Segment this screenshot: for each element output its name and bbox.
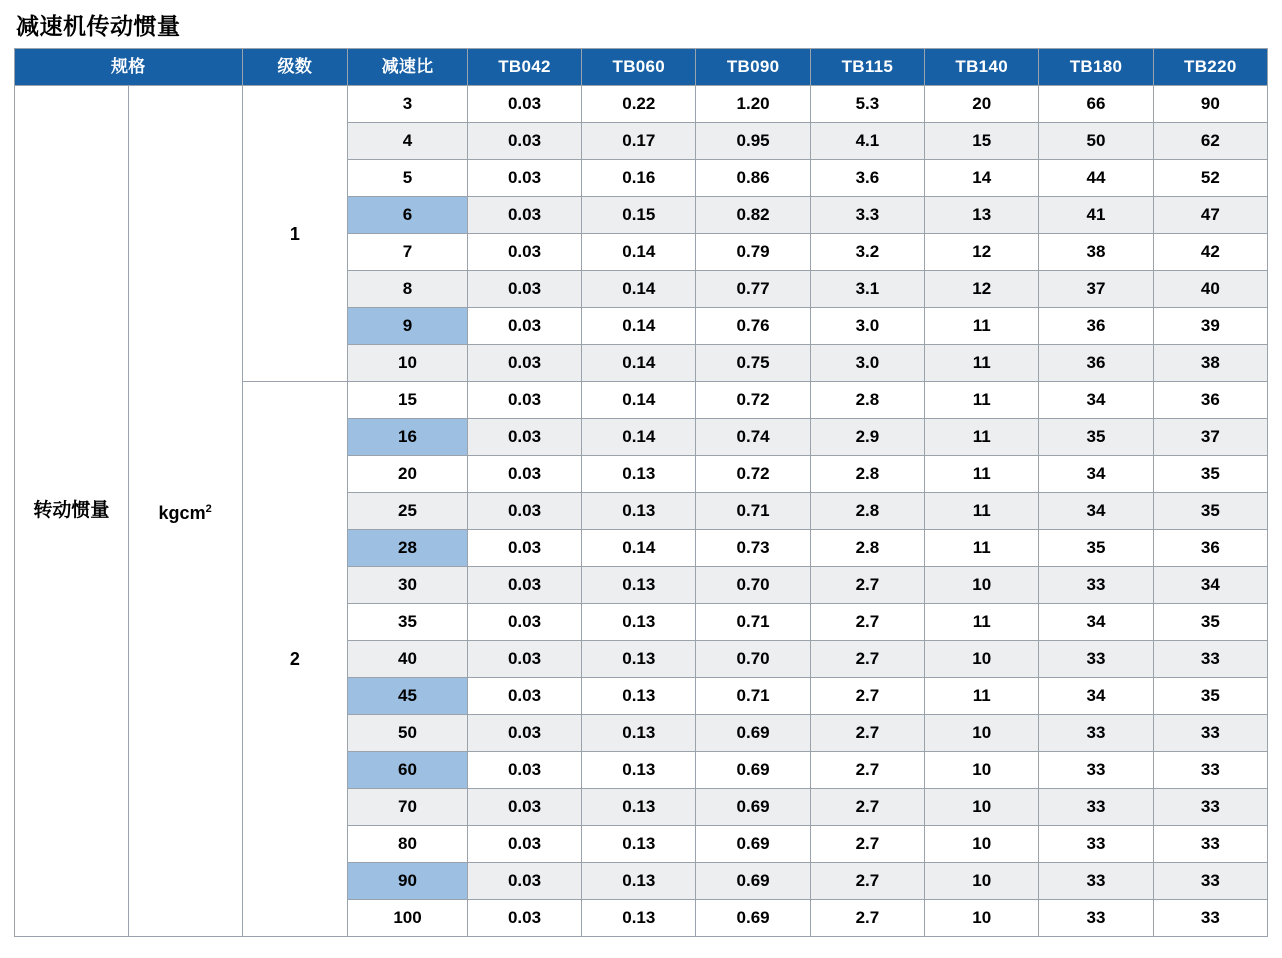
ratio-cell: 10 [348, 345, 468, 382]
value-cell: 2.8 [810, 493, 924, 530]
ratio-cell: 5 [348, 160, 468, 197]
value-cell: 0.03 [467, 271, 581, 308]
value-cell: 3.1 [810, 271, 924, 308]
ratio-cell: 35 [348, 604, 468, 641]
value-cell: 10 [925, 567, 1039, 604]
value-cell: 0.03 [467, 308, 581, 345]
value-cell: 0.03 [467, 900, 581, 937]
column-header-tb042: TB042 [467, 49, 581, 86]
value-cell: 0.13 [582, 567, 696, 604]
value-cell: 36 [1153, 382, 1267, 419]
value-cell: 0.03 [467, 197, 581, 234]
value-cell: 10 [925, 900, 1039, 937]
value-cell: 0.03 [467, 456, 581, 493]
value-cell: 2.7 [810, 789, 924, 826]
value-cell: 33 [1039, 789, 1153, 826]
value-cell: 2.7 [810, 641, 924, 678]
ratio-cell: 40 [348, 641, 468, 678]
value-cell: 0.03 [467, 382, 581, 419]
column-header-tb060: TB060 [582, 49, 696, 86]
value-cell: 0.03 [467, 567, 581, 604]
value-cell: 2.7 [810, 715, 924, 752]
value-cell: 3.6 [810, 160, 924, 197]
row-header-unit [128, 86, 242, 937]
value-cell: 0.69 [696, 715, 810, 752]
value-cell: 2.8 [810, 530, 924, 567]
ratio-cell: 70 [348, 789, 468, 826]
column-header-tb220: TB220 [1153, 49, 1267, 86]
value-cell: 44 [1039, 160, 1153, 197]
value-cell: 0.13 [582, 789, 696, 826]
value-cell: 11 [925, 419, 1039, 456]
value-cell: 0.76 [696, 308, 810, 345]
value-cell: 35 [1153, 604, 1267, 641]
value-cell: 0.69 [696, 752, 810, 789]
value-cell: 0.13 [582, 678, 696, 715]
value-cell: 0.14 [582, 234, 696, 271]
value-cell: 12 [925, 271, 1039, 308]
value-cell: 38 [1153, 345, 1267, 382]
value-cell: 0.13 [582, 456, 696, 493]
value-cell: 33 [1039, 900, 1153, 937]
inertia-table [14, 48, 1268, 937]
value-cell: 0.13 [582, 863, 696, 900]
unit-base: kgcm [158, 503, 206, 524]
value-cell: 2.7 [810, 567, 924, 604]
value-cell: 11 [925, 456, 1039, 493]
value-cell: 0.14 [582, 308, 696, 345]
value-cell: 38 [1039, 234, 1153, 271]
value-cell: 90 [1153, 86, 1267, 123]
value-cell: 41 [1039, 197, 1153, 234]
value-cell: 0.71 [696, 493, 810, 530]
value-cell: 33 [1153, 900, 1267, 937]
value-cell: 11 [925, 604, 1039, 641]
value-cell: 33 [1039, 567, 1153, 604]
value-cell: 0.14 [582, 530, 696, 567]
value-cell: 36 [1153, 530, 1267, 567]
column-header-tb180: TB180 [1039, 49, 1153, 86]
value-cell: 0.03 [467, 493, 581, 530]
value-cell: 0.03 [467, 678, 581, 715]
value-cell: 0.86 [696, 160, 810, 197]
value-cell: 0.77 [696, 271, 810, 308]
value-cell: 11 [925, 678, 1039, 715]
unit-exponent: 2 [205, 503, 212, 516]
value-cell: 0.15 [582, 197, 696, 234]
ratio-cell: 9 [348, 308, 468, 345]
value-cell: 0.69 [696, 863, 810, 900]
value-cell: 10 [925, 789, 1039, 826]
value-cell: 2.7 [810, 900, 924, 937]
value-cell: 20 [925, 86, 1039, 123]
value-cell: 0.14 [582, 345, 696, 382]
column-header-stage: 级数 [242, 49, 348, 86]
value-cell: 2.7 [810, 826, 924, 863]
value-cell: 12 [925, 234, 1039, 271]
value-cell: 35 [1153, 678, 1267, 715]
value-cell: 0.74 [696, 419, 810, 456]
column-header-tb115: TB115 [810, 49, 924, 86]
ratio-cell: 50 [348, 715, 468, 752]
value-cell: 11 [925, 530, 1039, 567]
value-cell: 0.82 [696, 197, 810, 234]
value-cell: 37 [1153, 419, 1267, 456]
ratio-cell: 30 [348, 567, 468, 604]
value-cell: 2.7 [810, 678, 924, 715]
value-cell: 35 [1039, 419, 1153, 456]
column-header-tb140: TB140 [925, 49, 1039, 86]
table-body [15, 86, 1268, 937]
value-cell: 0.14 [582, 419, 696, 456]
value-cell: 34 [1039, 604, 1153, 641]
value-cell: 36 [1039, 308, 1153, 345]
row-header-inertia: 转动惯量 [15, 86, 129, 937]
value-cell: 0.13 [582, 641, 696, 678]
value-cell: 0.03 [467, 789, 581, 826]
value-cell: 3.3 [810, 197, 924, 234]
value-cell: 33 [1039, 826, 1153, 863]
value-cell: 2.8 [810, 382, 924, 419]
table-row [15, 86, 1268, 123]
header-row [15, 49, 1268, 86]
value-cell: 0.13 [582, 715, 696, 752]
value-cell: 33 [1039, 863, 1153, 900]
value-cell: 3.0 [810, 345, 924, 382]
value-cell: 0.17 [582, 123, 696, 160]
value-cell: 0.79 [696, 234, 810, 271]
value-cell: 0.70 [696, 641, 810, 678]
value-cell: 66 [1039, 86, 1153, 123]
value-cell: 0.72 [696, 456, 810, 493]
value-cell: 14 [925, 160, 1039, 197]
value-cell: 34 [1039, 382, 1153, 419]
value-cell: 11 [925, 493, 1039, 530]
value-cell: 33 [1153, 715, 1267, 752]
ratio-cell: 100 [348, 900, 468, 937]
ratio-cell: 28 [348, 530, 468, 567]
value-cell: 2.7 [810, 752, 924, 789]
value-cell: 35 [1039, 530, 1153, 567]
value-cell: 33 [1153, 863, 1267, 900]
value-cell: 47 [1153, 197, 1267, 234]
value-cell: 0.70 [696, 567, 810, 604]
value-cell: 0.69 [696, 826, 810, 863]
value-cell: 10 [925, 863, 1039, 900]
value-cell: 0.75 [696, 345, 810, 382]
value-cell: 0.69 [696, 900, 810, 937]
ratio-cell: 90 [348, 863, 468, 900]
value-cell: 0.03 [467, 419, 581, 456]
value-cell: 0.71 [696, 604, 810, 641]
value-cell: 2.8 [810, 456, 924, 493]
value-cell: 0.13 [582, 752, 696, 789]
value-cell: 4.1 [810, 123, 924, 160]
value-cell: 0.03 [467, 160, 581, 197]
column-header-tb090: TB090 [696, 49, 810, 86]
value-cell: 39 [1153, 308, 1267, 345]
ratio-cell: 7 [348, 234, 468, 271]
value-cell: 0.95 [696, 123, 810, 160]
column-header-ratio: 减速比 [348, 49, 468, 86]
value-cell: 34 [1039, 678, 1153, 715]
value-cell: 0.71 [696, 678, 810, 715]
ratio-cell: 3 [348, 86, 468, 123]
ratio-cell: 20 [348, 456, 468, 493]
value-cell: 10 [925, 752, 1039, 789]
value-cell: 0.13 [582, 900, 696, 937]
value-cell: 33 [1153, 826, 1267, 863]
value-cell: 35 [1153, 493, 1267, 530]
stage-cell: 2 [242, 382, 348, 937]
value-cell: 15 [925, 123, 1039, 160]
value-cell: 50 [1039, 123, 1153, 160]
value-cell: 0.03 [467, 86, 581, 123]
value-cell: 0.14 [582, 271, 696, 308]
value-cell: 34 [1039, 456, 1153, 493]
value-cell: 0.03 [467, 826, 581, 863]
value-cell: 11 [925, 382, 1039, 419]
value-cell: 0.16 [582, 160, 696, 197]
value-cell: 0.13 [582, 493, 696, 530]
value-cell: 10 [925, 715, 1039, 752]
value-cell: 0.13 [582, 826, 696, 863]
value-cell: 0.03 [467, 530, 581, 567]
value-cell: 33 [1039, 641, 1153, 678]
ratio-cell: 45 [348, 678, 468, 715]
value-cell: 3.2 [810, 234, 924, 271]
ratio-cell: 15 [348, 382, 468, 419]
value-cell: 1.20 [696, 86, 810, 123]
value-cell: 0.22 [582, 86, 696, 123]
ratio-cell: 16 [348, 419, 468, 456]
value-cell: 0.14 [582, 382, 696, 419]
value-cell: 34 [1039, 493, 1153, 530]
value-cell: 0.72 [696, 382, 810, 419]
page-title: 减速机传动惯量 [16, 13, 181, 39]
value-cell: 0.69 [696, 789, 810, 826]
ratio-cell: 25 [348, 493, 468, 530]
value-cell: 37 [1039, 271, 1153, 308]
value-cell: 33 [1153, 752, 1267, 789]
ratio-cell: 60 [348, 752, 468, 789]
value-cell: 33 [1153, 789, 1267, 826]
ratio-cell: 4 [348, 123, 468, 160]
value-cell: 2.7 [810, 863, 924, 900]
value-cell: 33 [1153, 641, 1267, 678]
ratio-cell: 80 [348, 826, 468, 863]
value-cell: 33 [1039, 715, 1153, 752]
value-cell: 0.03 [467, 234, 581, 271]
value-cell: 34 [1153, 567, 1267, 604]
value-cell: 11 [925, 345, 1039, 382]
value-cell: 2.9 [810, 419, 924, 456]
value-cell: 0.03 [467, 863, 581, 900]
value-cell: 2.7 [810, 604, 924, 641]
value-cell: 42 [1153, 234, 1267, 271]
value-cell: 10 [925, 641, 1039, 678]
value-cell: 0.73 [696, 530, 810, 567]
value-cell: 13 [925, 197, 1039, 234]
table-header [15, 49, 1268, 86]
value-cell: 33 [1039, 752, 1153, 789]
ratio-cell: 8 [348, 271, 468, 308]
value-cell: 40 [1153, 271, 1267, 308]
value-cell: 11 [925, 308, 1039, 345]
value-cell: 0.03 [467, 604, 581, 641]
column-header-spec: 规格 [15, 49, 243, 86]
value-cell: 52 [1153, 160, 1267, 197]
value-cell: 0.03 [467, 715, 581, 752]
value-cell: 0.13 [582, 604, 696, 641]
value-cell: 5.3 [810, 86, 924, 123]
stage-cell: 1 [242, 86, 348, 382]
value-cell: 3.0 [810, 308, 924, 345]
value-cell: 36 [1039, 345, 1153, 382]
value-cell: 62 [1153, 123, 1267, 160]
value-cell: 0.03 [467, 345, 581, 382]
ratio-cell: 6 [348, 197, 468, 234]
value-cell: 10 [925, 826, 1039, 863]
value-cell: 0.03 [467, 123, 581, 160]
value-cell: 0.03 [467, 641, 581, 678]
value-cell: 0.03 [467, 752, 581, 789]
value-cell: 35 [1153, 456, 1267, 493]
